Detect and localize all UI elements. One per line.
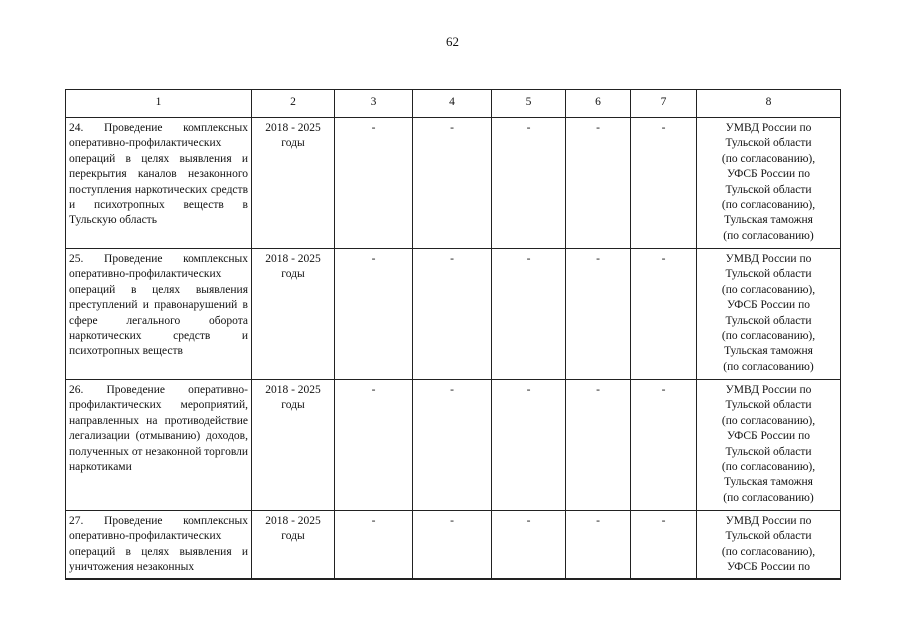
- funding-cell: -: [335, 249, 413, 380]
- header-cell-7: 7: [631, 90, 697, 118]
- table-row: [66, 249, 841, 380]
- responsible-line: (по согласованию),: [721, 414, 816, 427]
- page-bottom-margin: [0, 580, 905, 640]
- funding-cell: -: [566, 249, 631, 380]
- funding-cell: -: [413, 380, 492, 511]
- responsible-line: Тульская таможня: [724, 345, 813, 358]
- table-bottom-border: [65, 579, 841, 580]
- header-cell-4: 4: [413, 90, 492, 118]
- responsible-line: Тульской области: [725, 268, 812, 281]
- measure-years: 2018 - 2025 годы: [252, 118, 335, 249]
- responsible-line: (по согласованию): [723, 229, 814, 242]
- measures-table: [65, 89, 841, 579]
- responsible-line: Тульской области: [725, 530, 812, 543]
- measure-description: 26. Проведение оперативно-профилактических мероприятий, направленных на противодействие легализации (отмыванию) доходов, полученных от незаконной торговли наркотиками: [66, 380, 252, 511]
- header-cell-8: 8: [697, 90, 841, 118]
- funding-cell: -: [566, 380, 631, 511]
- funding-cell: -: [413, 249, 492, 380]
- responsible-line: (по согласованию),: [721, 330, 816, 343]
- funding-cell: -: [335, 511, 413, 579]
- header-cell-5: 5: [492, 90, 566, 118]
- responsible-line: (по согласованию),: [721, 461, 816, 474]
- responsible-line: УФСБ России по: [727, 561, 810, 574]
- funding-cell: -: [335, 380, 413, 511]
- header-cell-1: 1: [66, 90, 252, 118]
- header-cell-2: 2: [252, 90, 335, 118]
- measure-description: 25. Проведение комплексных оперативно-профилактических операций в целях выявления преступлений и правонарушений в сфере легального оборота наркотических средств и психотропных веществ: [66, 249, 252, 380]
- funding-cell: -: [566, 118, 631, 249]
- responsible-line: УФСБ России по: [727, 168, 810, 181]
- table-row: [66, 511, 841, 579]
- funding-cell: -: [492, 118, 566, 249]
- funding-cell: -: [492, 511, 566, 579]
- responsible-line: УМВД России по: [725, 515, 812, 527]
- responsible-line: (по согласованию),: [721, 199, 816, 212]
- funding-cell: -: [631, 118, 697, 249]
- responsible-executors: [697, 249, 841, 380]
- page-number: 62: [446, 34, 459, 49]
- table-row: [66, 118, 841, 249]
- measure-description: 27. Проведение комплексных оперативно-профилактических операций в целях выявления и уничтожения незаконных: [66, 511, 252, 579]
- funding-cell: -: [492, 380, 566, 511]
- measure-description: 24. Проведение комплексных оперативно-профилактических операций в целях выявления и перекрытия каналов незаконного поступления наркотических средств и психотропных веществ в Тульскую область: [66, 118, 252, 249]
- responsible-line: Тульской области: [725, 399, 812, 412]
- table-row: [66, 380, 841, 511]
- responsible-executors: [697, 118, 841, 249]
- responsible-line: Тульской области: [725, 314, 812, 327]
- responsible-line: (по согласованию),: [721, 152, 816, 165]
- measure-years: 2018 - 2025 годы: [252, 249, 335, 380]
- responsible-line: (по согласованию),: [721, 545, 816, 558]
- table-header-row: [66, 90, 841, 118]
- responsible-line: УМВД России по: [725, 384, 812, 396]
- funding-cell: -: [335, 118, 413, 249]
- responsible-line: (по согласованию): [723, 491, 814, 504]
- funding-cell: -: [492, 249, 566, 380]
- responsible-executors: [697, 380, 841, 511]
- responsible-line: Тульская таможня: [724, 214, 813, 227]
- measure-years: 2018 - 2025 годы: [252, 511, 335, 579]
- responsible-line: Тульской области: [725, 183, 812, 196]
- responsible-line: (по согласованию),: [721, 283, 816, 296]
- funding-cell: -: [631, 380, 697, 511]
- responsible-executors: [697, 511, 841, 579]
- responsible-line: Тульская таможня: [724, 476, 813, 489]
- header-cell-6: 6: [566, 90, 631, 118]
- funding-cell: -: [413, 511, 492, 579]
- responsible-line: Тульской области: [725, 137, 812, 150]
- responsible-line: Тульской области: [725, 445, 812, 458]
- responsible-line: УМВД России по: [725, 122, 812, 134]
- header-cell-3: 3: [335, 90, 413, 118]
- measure-years: 2018 - 2025 годы: [252, 380, 335, 511]
- responsible-line: УМВД России по: [725, 253, 812, 265]
- funding-cell: -: [413, 118, 492, 249]
- responsible-line: УФСБ России по: [727, 299, 810, 312]
- responsible-line: (по согласованию): [723, 360, 814, 373]
- responsible-line: УФСБ России по: [727, 430, 810, 443]
- funding-cell: -: [631, 511, 697, 579]
- funding-cell: -: [631, 249, 697, 380]
- funding-cell: -: [566, 511, 631, 579]
